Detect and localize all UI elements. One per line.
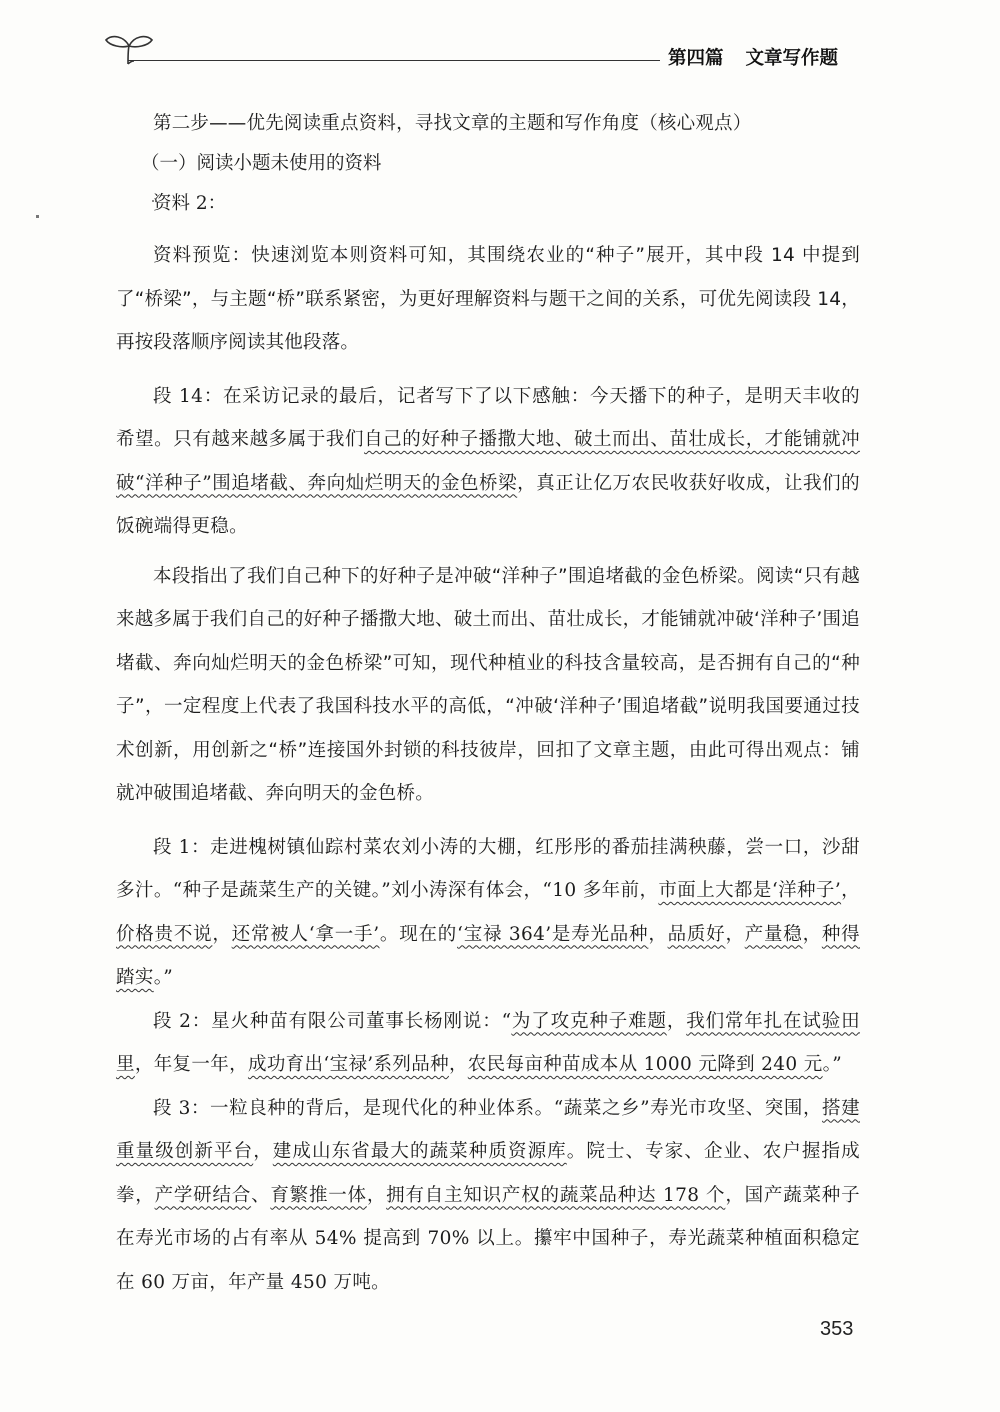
text-run: ， (212, 923, 232, 945)
page-body (116, 110, 860, 1304)
text-run: ， (725, 923, 745, 945)
text-run: ， (366, 1184, 387, 1206)
material-label: 资料 2： (153, 193, 227, 214)
text-run: 段 14：在采访记录的最后，记者写下了以下感触：今天播下的种子，是明天丰收的希望。只有越来越多属于我们 (116, 385, 860, 450)
text-run: ，国产蔬菜种子在寿光市场的占有率从 54% 提高到 70% 以上。攥牢中国种子，寿光蔬菜种植面积稳定在 60 万亩，年产量 450 万吨。 (116, 1184, 860, 1293)
scan-speck (36, 215, 39, 218)
underlined-key-phrase: ‘宝禄 364’是寿光品种 (457, 923, 649, 945)
underlined-key-phrase: 种得踏实 (116, 923, 860, 988)
underlined-key-phrase: 拥有自主知识产权的蔬菜品种达 178 个 (386, 1184, 726, 1206)
text-run: 。” (822, 1054, 843, 1075)
underlined-key-phrase: 建成山东省最大的蔬菜种质资源库 (272, 1141, 567, 1162)
text-run: ， (802, 923, 822, 945)
text-run: 段 3：一粒良种的背后，是现代化的种业体系。“蔬菜之乡”寿光市攻坚、突围， (153, 1097, 823, 1119)
page-number: 353 (820, 1318, 854, 1340)
text-run: 。现在的 (379, 923, 458, 945)
subheading: （一）阅读小题未使用的资料 (141, 153, 382, 174)
paragraph-3 (116, 1087, 860, 1305)
paragraph-1 (116, 826, 860, 1000)
text-run: ， (648, 923, 668, 945)
underlined-key-phrase: 搭建重量级创新平台 (116, 1097, 860, 1162)
text-run: 、 (251, 1184, 271, 1206)
text-run: ， (841, 880, 860, 901)
header-rule (128, 60, 660, 61)
text-run: ， (253, 1141, 273, 1162)
text-run: 。院士、专家、企业、农户握指成拳， (116, 1141, 860, 1206)
analysis-paragraph: 本段指出了我们自己种下的好种子是冲破“洋种子”围追堵截的金色桥梁。阅读“只有越来越多属于我们自己的好种子播撒大地、破土而出、苗壮成长，才能铺就冲破‘洋种子’围追堵截、奔向灿烂明天的金色桥梁”可知，现代种植业的科技含量较高，是否拥有自己的“种子”，一定程度上代表了我国科技水平的高低，“冲破‘洋种子’围追堵截”说明我国要通过技术创新，用创新之“桥”连接国外封锁的科技彼岸，回扣了文章主题，由此可得出观点：铺就冲破围追堵截、奔向明天的金色桥。 (116, 565, 860, 804)
underlined-key-phrase: 价格贵不说 (116, 923, 213, 945)
text-run: ，年复一年， (134, 1054, 248, 1075)
text-run: ， (448, 1054, 468, 1075)
paragraph-14 (116, 375, 860, 549)
underlined-key-phrase: 自己的好种子播撒大地、破土而出、苗壮成长，才能铺就冲破“洋种子”围追堵截、奔向灿烂明天的金色桥梁 (116, 429, 860, 494)
underlined-key-phrase: 产量稳 (744, 923, 803, 945)
text-run: 。” (153, 967, 174, 988)
underlined-key-phrase: 育繁推一体 (270, 1184, 367, 1206)
running-header (668, 44, 838, 70)
underlined-key-phrase: 市面上大都是‘洋种子’ (658, 880, 842, 901)
step-title: 第二步——优先阅读重点资料，寻找文章的主题和写作角度（核心观点） (153, 113, 752, 134)
text-run: 段 2：星火种苗有限公司董事长杨刚说：“ (153, 1010, 512, 1032)
preview-paragraph: 资料预览：快速浏览本则资料可知，其围绕农业的“种子”展开，其中段 14 中提到了“桥梁”，与主题“桥”联系紧密，为更好理解资料与题干之间的关系，可优先阅读段 14，再按段落顺序阅读其他段落。 (116, 245, 860, 353)
underlined-key-phrase: 还常被人‘拿一手’ (231, 923, 380, 945)
underlined-key-phrase: 品质好 (667, 923, 726, 945)
header-part: 第四篇 (668, 48, 724, 69)
header-section: 文章写作题 (745, 48, 839, 69)
text-run: 段 1：走进槐树镇仙踪村菜农刘小涛的大棚，红彤彤的番茄挂满秧藤，尝一口，沙甜多汁。“种子是蔬菜生产的关键。”刘小涛深有体会，“10 多年前， (116, 836, 860, 901)
paragraph-2 (116, 1000, 860, 1087)
text-run: ，真正让亿万农民收获好收成，让我们的饭碗端得更稳。 (116, 472, 860, 537)
underlined-key-phrase: 农民每亩种苗成本从 1000 元降到 240 元 (467, 1054, 823, 1075)
text-run: ， (666, 1010, 687, 1032)
underlined-key-phrase: 我们常年扎在试验田里 (116, 1010, 860, 1075)
underlined-key-phrase: 成功育出‘宝禄’系列品种 (247, 1054, 449, 1075)
underlined-key-phrase: 为了攻克种子难题 (511, 1010, 667, 1032)
underlined-key-phrase: 产学研结合 (154, 1184, 252, 1206)
